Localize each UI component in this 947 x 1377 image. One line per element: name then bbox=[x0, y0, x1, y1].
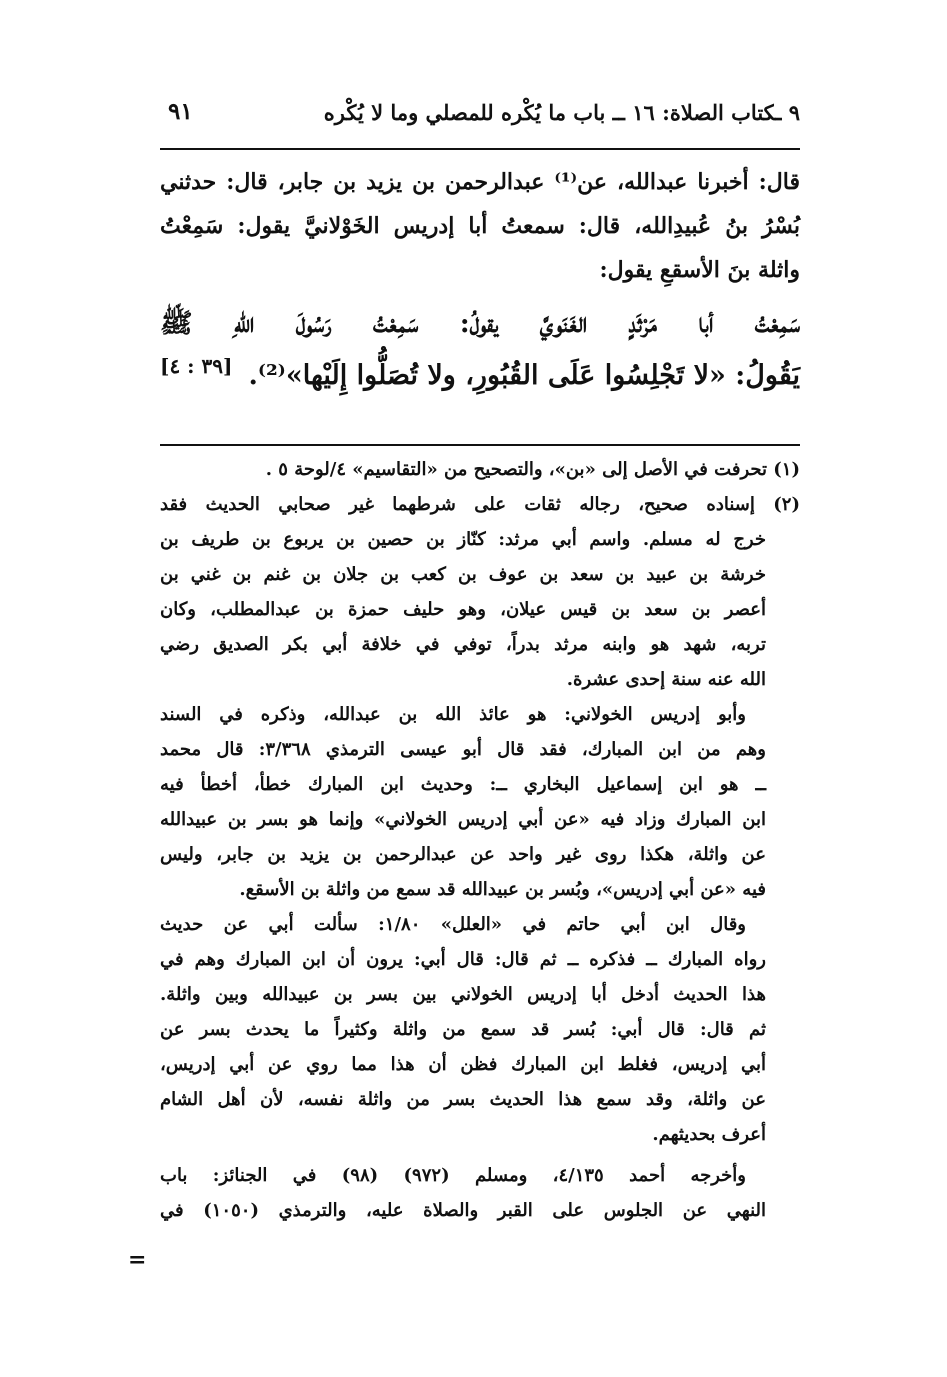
footnote-paragraph-line: هذا الحديث أدخل أبا إدريس الخولاني بين بسر بن عبيدالله وبين واثلة. bbox=[160, 984, 766, 1005]
hadith-line-with-reference bbox=[160, 350, 800, 402]
footnote-paragraph-line: فيه «عن أبي إدريس»، وبُسر بن عبيدالله قد سمع من واثلة بن الأسقع. bbox=[239, 879, 766, 900]
footnote-paragraph-line: رواه المبارك ــ فذكره ــ ثم قال: قال أبي: يرون أن ابن المبارك وهم في bbox=[160, 949, 766, 970]
footnote-paragraph-line: عن واثلة، وقد سمع هذا الحديث بسر من واثلة نفسه، لأن أهل الشام bbox=[160, 1089, 766, 1110]
footnote-paragraph-line: ــ هو ابن إسماعيل البخاري ــ: وحديث ابن المبارك خطأ، أخطأ فيه bbox=[160, 774, 766, 795]
page-number: ٩١ bbox=[168, 98, 193, 125]
footnote-paragraph-line: أعرف بحديثهم. bbox=[652, 1124, 766, 1145]
footnote-paragraph-line: النهي عن الجلوس على القبر والصلاة عليه، والترمذي (١٠٥٠) في bbox=[160, 1200, 766, 1221]
continuation-mark: = bbox=[128, 1247, 147, 1273]
hadith-line: سَمِعْتُ أبا مَرْثَدٍ الغَنَويَّ يقولُ: سَمِعْتُ رَسُولَ اللّهِ ﷺ bbox=[160, 308, 800, 339]
footnote-paragraph-line: ابن المبارك وزاد فيه «عن أبي إدريس الخولاني» وإنما هو بسر بن عبيدالله bbox=[160, 809, 766, 830]
footnotes bbox=[160, 452, 800, 1228]
footnote-2-line: (٢) إسناده صحيح، رجاله ثقات على شرطهما غير صحابي الحديث فقد bbox=[160, 494, 800, 515]
footnote-paragraph-line: أبي إدريس، فغلط ابن المبارك فظن أن هذا مما روي عن أبي إدريس، bbox=[160, 1054, 766, 1075]
footnote-2-line: تربه، شهد هو وابنه مرثد بدراً، توفي في خلافة أبي بكر الصديق رضي bbox=[160, 634, 766, 655]
footnote-paragraph-line: وأبو إدريس الخولاني: هو عائذ الله بن عبدالله، وذكره في السند bbox=[160, 704, 746, 725]
chapter-title: ٩ ـكتاب الصلاة: ١٦ ــ باب ما يُكْره للمصلي وما لا يُكْره bbox=[323, 100, 800, 125]
footnote-2-line: خرج له مسلم. واسم أبي مرثد: كنّاز بن حصين بن يربوع بن طريف بن bbox=[160, 529, 766, 550]
footnote-2-line: الله عنه سنة إحدى عشرة. bbox=[566, 669, 766, 690]
header-rule bbox=[160, 148, 800, 150]
footnote-paragraph-line: ثم قال: قال أبي: بُسر قد سمع من واثلة وكثيراً ما يحدث بسر عن bbox=[160, 1019, 766, 1040]
footnote-1: (١) تحرفت في الأصل إلى «بن»، والتصحيح من «التقاسيم» ٤/لوحة ٥ . bbox=[265, 459, 800, 480]
footnote-2-line: خرشة بن عبيد بن سعد بن عوف بن كعب بن جلان بن غنم بن غني بن bbox=[160, 564, 766, 585]
footnote-paragraph-line: وأخرجه أحمد ٤/١٣٥، ومسلم (٩٧٢) (٩٨) في الجنائز: باب bbox=[160, 1165, 746, 1186]
hadith-matn bbox=[160, 298, 800, 402]
isnad-text bbox=[160, 160, 800, 292]
isnad-line: قال: أخبرنا عبدالله، عن⁽¹⁾ عبدالرحمن بن يزيد بن جابر، قال: حدثني bbox=[160, 169, 800, 195]
isnad-line: واثلة بنَ الأسقعِ يقول: bbox=[599, 257, 800, 283]
footnote-paragraph-line: وهم من ابن المبارك، فقد قال أبو عيسى الترمذي ٣/٣٦٨: قال محمد bbox=[160, 739, 766, 760]
isnad-line: بُسْرُ بنُ عُبيدِالله، قال: سمعتُ أبا إدريس الخَوْلانيَّ يقول: سَمِعْتُ bbox=[160, 213, 800, 239]
hadith-reference: [٣٩ : ٤] bbox=[160, 354, 233, 378]
footnote-paragraph-line: وقال ابن أبي حاتم في «العلل» ١/٨٠: سألت أبي عن حديث bbox=[160, 914, 746, 935]
footnote-2-line: أعصر بن سعد بن قيس عيلان، وهو حليف حمزة بن عبدالمطلب، وكان bbox=[160, 599, 766, 620]
running-header bbox=[160, 96, 800, 140]
hadith-line: يَقُولُ: «لا تَجْلِسُوا عَلَى القُبُورِ، ولا تُصَلُّوا إِلَيْها»⁽²⁾. bbox=[248, 360, 800, 391]
footnote-rule bbox=[160, 444, 800, 446]
footnote-paragraph-line: عن واثلة، هكذا روى غير واحد عن عبدالرحمن بن يزيد بن جابر، وليس bbox=[160, 844, 766, 865]
